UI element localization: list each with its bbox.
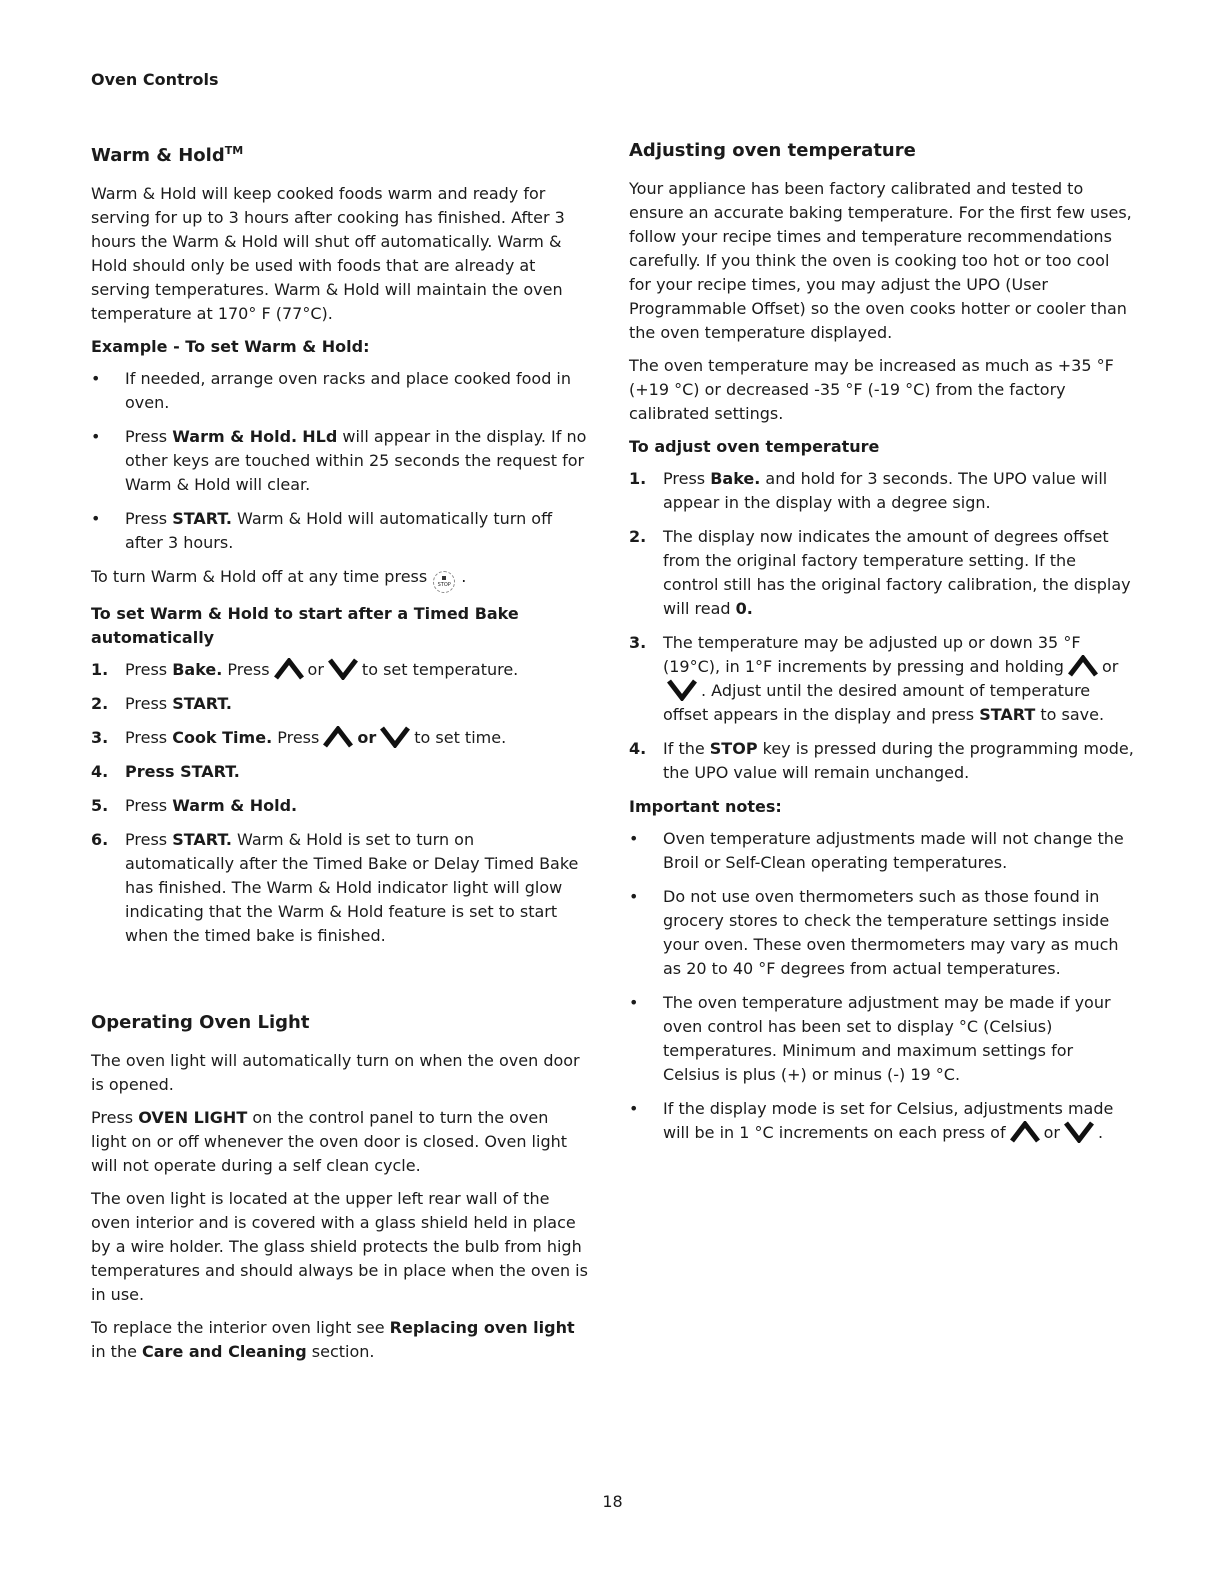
down-arrow-icon [380,726,410,748]
up-arrow-icon [274,658,304,680]
list-item: • The oven temperature adjustment may be made if your oven control has been set to display °C (Celsius) temperatures. Minimum and maximum settings for Celsius is plus (+) or minus (-) 19 °C. [629,991,1134,1087]
stop-key-icon: STOP [433,571,455,593]
warm-hold-bullets [91,367,588,555]
list-item: • Oven temperature adjustments made will not change the Broil or Self-Clean operating temperatures. [629,827,1134,875]
down-arrow-icon [328,658,358,680]
important-notes [629,827,1134,1145]
oven-light-p4: To replace the interior oven light see Replacing oven light in the Care and Cleaning section. [91,1318,575,1361]
up-arrow-icon [1068,655,1098,677]
list-item: • If the display mode is set for Celsius, adjustments made will be in 1 °C increments on each press of or . [629,1097,1134,1145]
list-item: 3. The temperature may be adjusted up or down 35 °F (19°C), in 1°F increments by pressing and holding or . Adjust until the desired amount of temperature offset appears in the display and press START to save. [629,633,1119,724]
warm-hold-title: Warm & Hold™ [91,144,244,166]
example-heading: Example - To set Warm & Hold: [91,337,370,356]
adjust-temp-p2: The oven temperature may be increased as much as +35 °F (+19 °C) or decreased -35 °F (-19 °C) from the factory calibrated settings. [629,356,1114,423]
adjust-temp-p1: Your appliance has been factory calibrated and tested to ensure an accurate baking temperature. For the first few uses, follow your recipe times and temperature recommendations carefully. If you think the oven is cooking too hot or too cool for your recipe times, you may adjust the UPO (User Programmable Offset) so the oven cooks hotter or cooler than the oven temperature displayed. [629,179,1132,342]
list-item: • If needed, arrange oven racks and place cooked food in oven. [91,367,588,415]
adjust-steps [629,467,1134,785]
timed-heading: To set Warm & Hold to start after a Timed Bake automatically [91,604,519,647]
down-arrow-icon [667,679,697,701]
list-item: • Press START. Warm & Hold will automatically turn off after 3 hours. [91,507,588,555]
right-column [629,138,1134,1155]
list-item: 3. Press Cook Time. Press or to set time. [91,728,507,747]
turn-off-text: To turn Warm & Hold off at any time press STOP . [91,565,588,593]
page-header: Oven Controls [91,70,219,89]
list-item: • Do not use oven thermometers such as those found in grocery stores to check the temperature settings inside your oven. These oven thermometers may vary as much as 20 to 40 °F degrees from actual temperatures. [629,885,1134,981]
adjust-temp-title: Adjusting oven temperature [629,140,916,161]
up-arrow-icon [1010,1121,1040,1143]
timed-steps [91,658,588,948]
list-item: 2. Press START. [91,694,232,713]
warm-hold-intro: Warm & Hold will keep cooked foods warm and ready for serving for up to 3 hours after cooking has finished. After 3 hours the Warm & Hold will shut off automatically. Warm & Hold should only be used with foods that are already at serving temperatures. Warm & Hold will maintain the oven temperature at 170° F (77°C). [91,184,565,323]
important-notes-heading: Important notes: [629,797,782,816]
list-item: 4. Press START. [91,762,240,781]
list-item: 5. Press Warm & Hold. [91,796,298,815]
list-item: 1. Press Bake. and hold for 3 seconds. The UPO value will appear in the display with a degree sign. [629,469,1108,512]
list-item: • Press Warm & Hold. HLd will appear in the display. If no other keys are touched within 25 seconds the request for Warm & Hold will clear. [91,425,588,497]
to-adjust-heading: To adjust oven temperature [629,437,880,456]
list-item: 6. Press START. Warm & Hold is set to turn on automatically after the Timed Bake or Delay Timed Bake has finished. The Warm & Hold indicator light will glow indicating that the Warm & Hold feature is set to start when the timed bake is finished. [91,830,579,945]
oven-light-p2: Press OVEN LIGHT on the control panel to turn the oven light on or off whenever the oven door is closed. Oven light will not operate during a self clean cycle. [91,1108,568,1175]
left-column [91,138,588,1373]
page-number: 18 [602,1492,623,1511]
oven-light-title: Operating Oven Light [91,1012,310,1033]
down-arrow-icon [1064,1121,1094,1143]
list-item: 4. If the STOP key is pressed during the programming mode, the UPO value will remain unchanged. [629,739,1134,782]
oven-light-p3: The oven light is located at the upper left rear wall of the oven interior and is covered with a glass shield held in place by a wire holder. The glass shield protects the bulb from high temperatures and should always be in place when the oven is in use. [91,1189,588,1304]
oven-light-p1: The oven light will automatically turn on when the oven door is opened. [91,1051,580,1094]
up-arrow-icon [323,726,353,748]
list-item: 1. Press Bake. Press or to set temperature. [91,660,519,679]
list-item: 2. The display now indicates the amount of degrees offset from the original factory temperature setting. If the control still has the original factory calibration, the display will read 0. [629,527,1131,618]
